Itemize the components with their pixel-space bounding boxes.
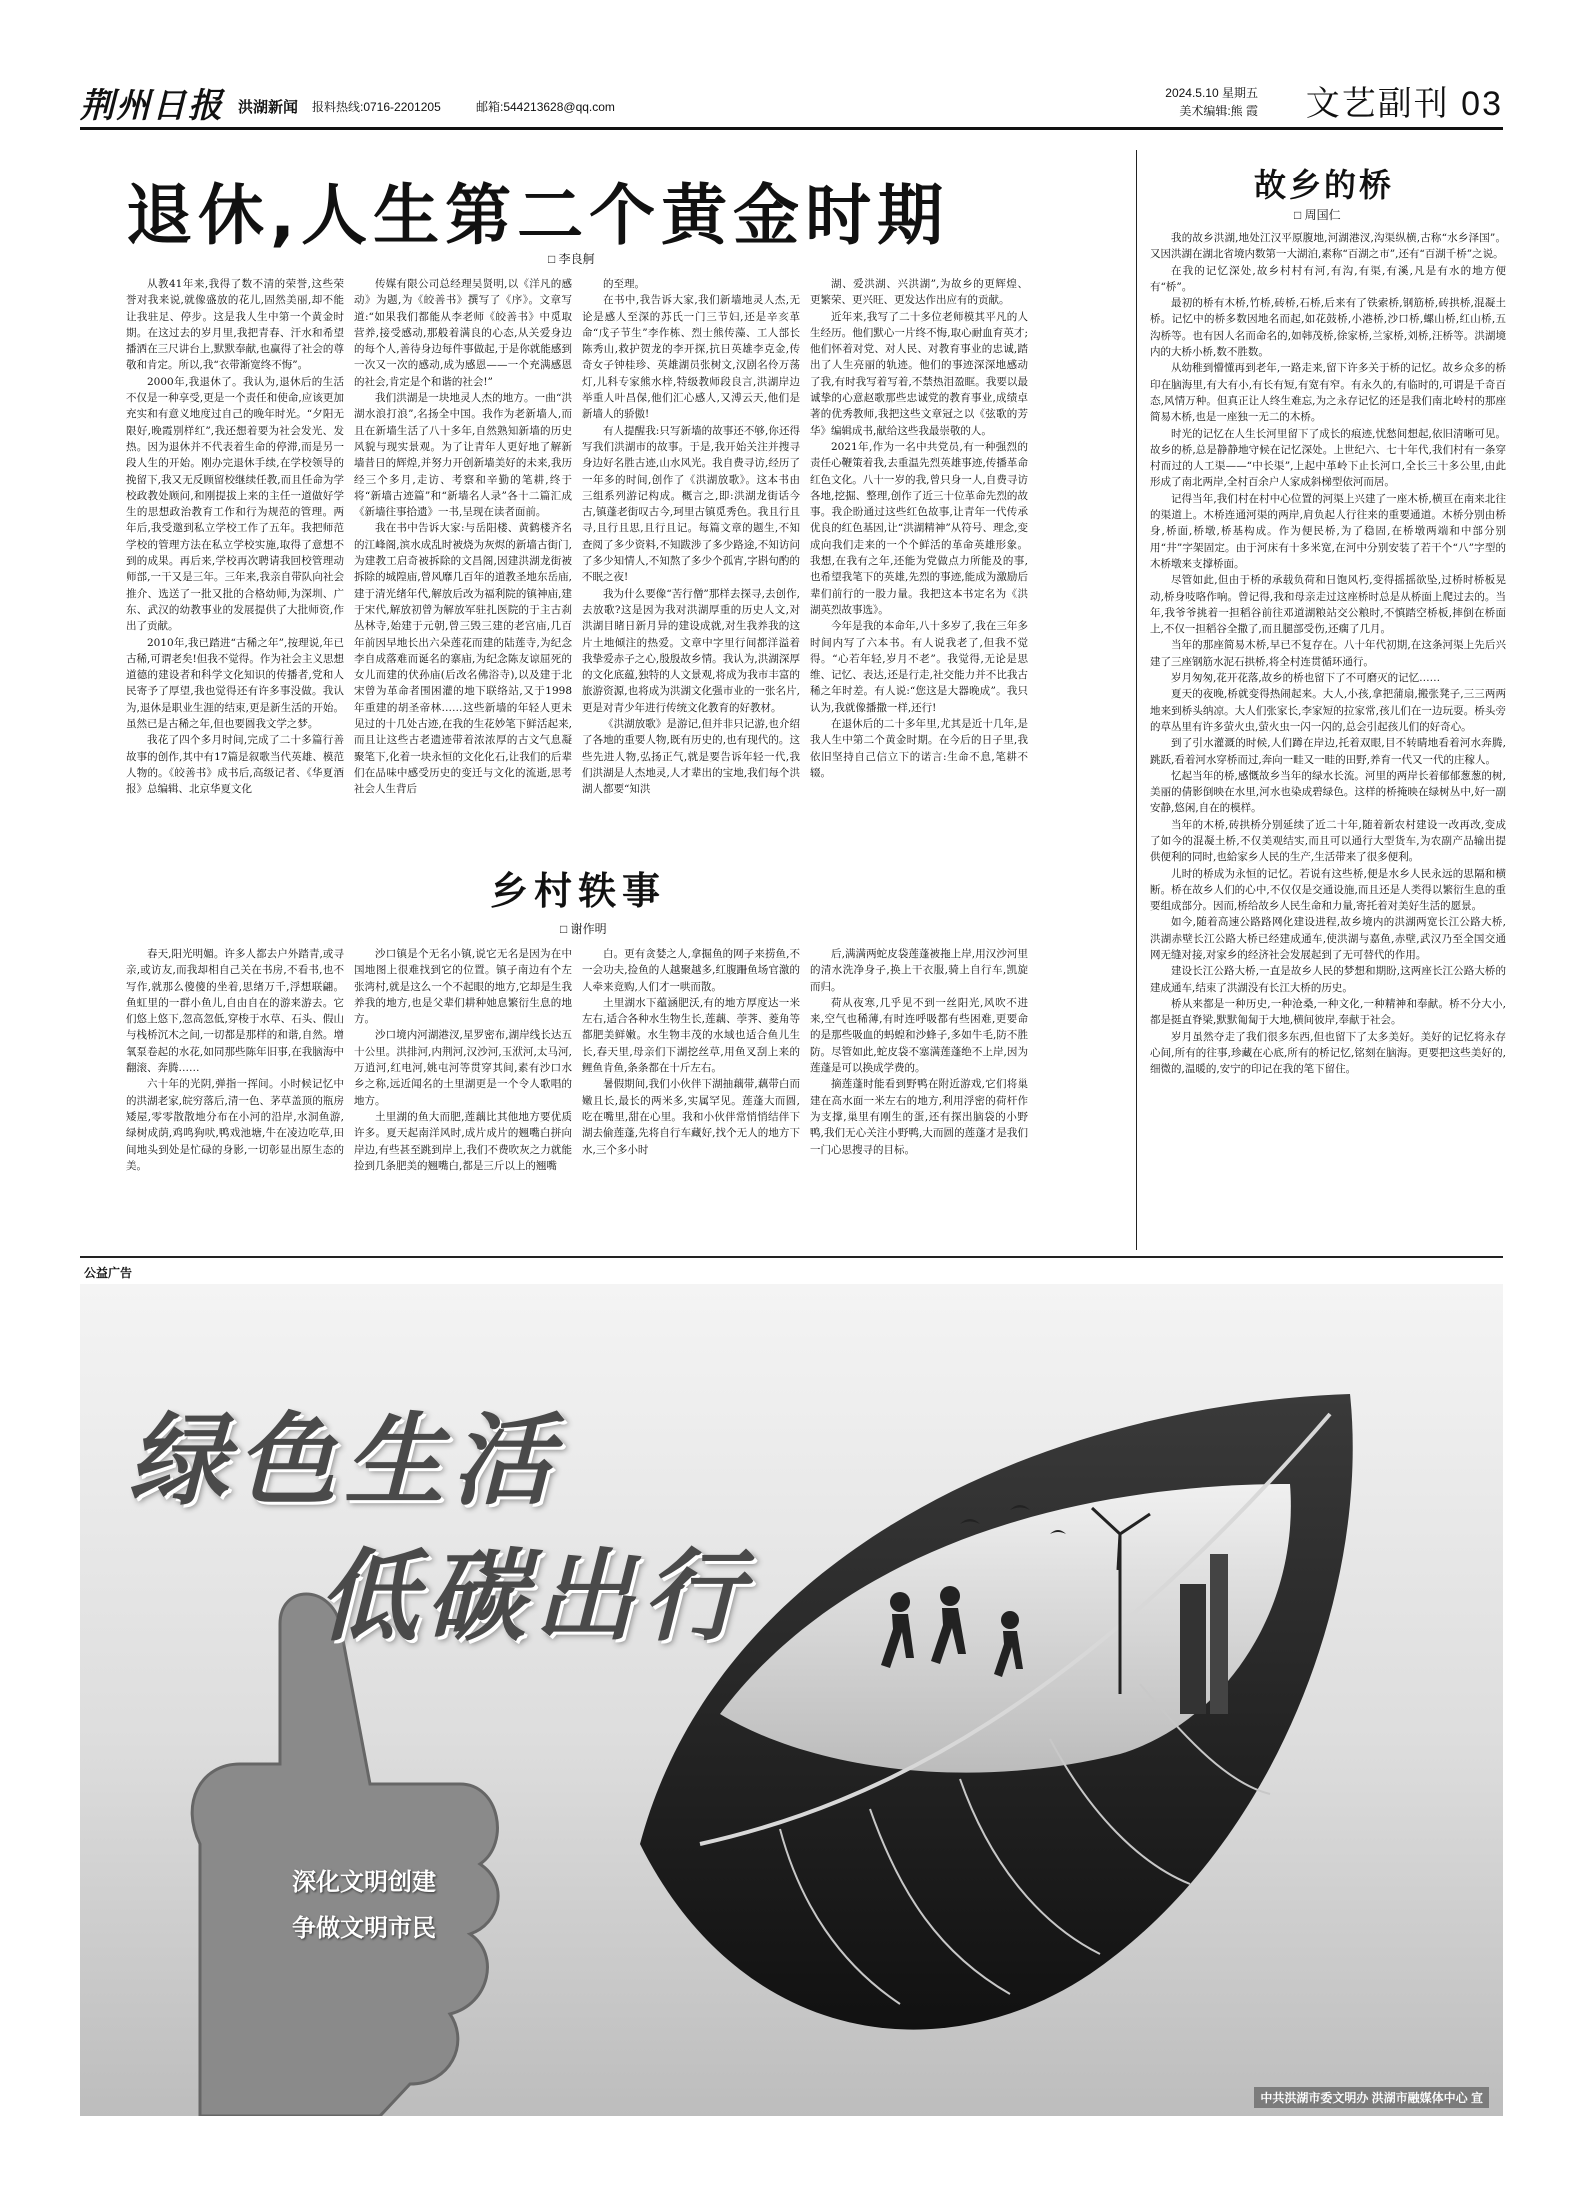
civic-slogan-1: 深化文明创建 [292, 1868, 436, 1896]
article3-title: 乡村轶事 [490, 868, 667, 913]
article3-column-3 [582, 946, 800, 1246]
article3-column-4 [810, 946, 1028, 1246]
paragraph: 沙口镇是个无名小镇,说它无名是因为在中国地图上很难找到它的位置。镇子南边有个左张湾村,就是这么一个不起眼的地方,它却是生我养我的地方,也是父辈们耕种她息繁衍生息的地方。 [354, 948, 572, 1026]
article1-column-4 [810, 276, 1028, 844]
article2-column [1150, 230, 1506, 1242]
paragraph: 岁月匆匆,花开花落,故乡的桥也留下了不可磨灭的记忆…… [1171, 672, 1441, 685]
news-hotline: 报料热线:0716-2201205 [312, 100, 441, 114]
paragraph: 我们洪湖是一块地灵人杰的地方。一曲“洪湖水浪打浪”,名扬全中国。我作为老新墙人,而且在新墙生活了八十多年,自然熟知新墙的历史风貌与现实景观。为了让青年人更好地了解新墙昔日的辉煌,并努力开创新墙美好的未来,我历经三个多月,走访、考察和辛勤的笔耕,终于将“新墙古迹篇”和“新墙名人录”各十二篇汇成《新墙往事拾遗》一书,呈现在读者面前。 [354, 392, 572, 519]
ad-divider [80, 1256, 1503, 1258]
paragraph: 2010年,我已踏进“古稀之年”,按理说,年已古稀,可谓老矣!但我不觉得。作为社会主义思想道德的建设者和科学文化知识的传播者,党和人民寄予了厚望,我也觉得还有许多事没做。我认为,退休是职业生涯的结束,更是新生活的开始。虽然已是古稀之年,但也要圆我文学之梦。 [126, 636, 344, 731]
paragraph: 尽管如此,但由于桥的承载负荷和日饱风朽,变得摇摇欲坠,过桥时桥板晃动,桥身吱咯作响。曾记得,我和母亲走过这座桥时总是从桥面上爬过去的。当年,我爷爷挑着一担稻谷前往邓道湖粮站交公粮时,不慎踏空桥板,摔倒在桥面上,不仅一担稻谷全撒了,而且腿部受伤,还瘸了几月。 [1150, 574, 1506, 636]
paragraph: 我的故乡洪湖,地处江汉平原腹地,河湖港汊,沟渠纵横,古称“水乡泽国”。又因洪湖在湖北省境内数第一大湖泊,素称“百湖之市”,还有“百湖千桥”之说。 [1150, 232, 1506, 261]
paragraph: 摘莲蓬时能看到野鸭在附近游戏,它们将巢建在高水面一米左右的地方,利用浮密的荷杆作为支撑,巢里有刚生的蛋,还有探出脑袋的小野鸭,我们无心关注小野鸭,大而圆的莲蓬才是我们一门心思搜寻的目标。 [810, 1078, 1028, 1156]
ad-sponsor: 中共洪湖市委文明办 洪湖市融媒体中心 宣 [1254, 2087, 1489, 2108]
paragraph: 儿时的桥成为永恒的记忆。若说有这些桥,便是水乡人民永远的思隔和横断。桥在故乡人们的心中,不仅仅是交通设施,而且还是人类得以繁衍生息的重要组成部分。因而,桥给故乡人民生命和力量,寄托着对美好生活的愿景。 [1150, 867, 1506, 913]
paragraph: 建设长江公路大桥,一直是故乡人民的梦想和期盼,这两座长江公路大桥的建成通车,结束了洪湖没有长江大桥的历史。 [1150, 965, 1506, 994]
paragraph: 有人提醒我:只写新墙的故事还不够,你还得写我们洪湖市的故事。于是,我开始关注并搜寻身边好名胜古迹,山水风光。我自费寻访,经历了一年多的时间,创作了《洪湖放歌》。这本书由三组系列游记构成。概言之,即:洪湖龙街话今古,镇蓬老街叹古今,珂里古镇觅秀色。我且行且寻,且行且思,且行且记。每篇文章的题生,不知查阅了多少资料,不知跋涉了多少路途,不知访问了多少知情人,不知熬了多少个孤宵,字斟句酌的不眠之夜! [582, 424, 800, 584]
slogan-low-carbon: 低碳出行 [318, 1538, 750, 1655]
paragraph: 在书中,我告诉大家,我们新墙地灵人杰,无论是感人至深的苏氏一门三节妇,还是辛亥革命“戊子节生”李作栋、烈士熊传藻、工人部长陈秀山,救护贺龙的李开探,抗日英雄李克金,传奇女子钟桂珍、英雄湖员张树文,汉剧名伶万荡灯,儿科专家熊水梓,特级教师段良言,洪湖岸边举重人叶昌保,他们汇心感人,又溥云天,他们是新墙人的骄傲! [582, 294, 800, 421]
paragraph: 我为什么要像“苦行僧”那样去探寻,去创作,去放歌?这是因为我对洪湖厚重的历史人文,对洪湖目睹日新月异的建设成就,对生我养我的这片土地倾注的热爱。文章中字里行间都洋溢着我挚爱赤子之心,殷殷故乡情。我认为,洪湖深厚的文化底蕴,独特的人文景观,将成为我市丰富的旅游资源,也将成为洪湖文化强市业的一张名片,更是对青少年进行传统文化教育的好教材。 [582, 587, 800, 714]
paragraph: 我花了四个多月时间,完成了二十多篇行善故事的创作,其中有17篇是叙歌当代英雄、模范人物的。《皎善书》成书后,高级记者、《华夏酒报》总编辑、北京华夏文化 [126, 734, 344, 796]
paragraph: 忆起当年的桥,感慨故乡当年的绿水长流。河里的两岸长着郁郁葱葱的树,美丽的倩影倒映在水里,河水也染成碧绿色。这样的桥掩映在绿树丛中,好一副安静,悠闲,自在的模样。 [1150, 769, 1506, 815]
slogan-green-life: 绿色生活 [128, 1402, 560, 1519]
paragraph: 后,满满两蛇皮袋莲蓬被拖上岸,用汉沙河里的清水洗净身子,换上干衣服,骑上自行车,凯旋而归。 [810, 948, 1028, 993]
paragraph: 2021年,作为一名中共党员,有一种强烈的责任心鞭策着我,去重温先烈英雄事迹,传播革命红色文化。八十一岁的我,曾只身一人,自费寻访各地,挖掘、整理,创作了近三十位革命先烈的故事。我企盼通过这些红色故事,让青年一代传承优良的红色基因,让“洪湖精神”从符号、理念,变成向我们走来的一个个鲜活的革命英雄形象。我想,在我有之年,还能为党做点力所能及的事,也希望我笔下的英雄,先烈的事迹,能成为激励后辈们前行的一股力量。我把这本书定名为《洪湖英烈故事选》。 [810, 440, 1028, 616]
paragraph: 从教41年来,我得了数不清的荣誉,这些荣誉对我来说,就像盛放的花儿,固然美丽,却不能让我驻足、停步。这是我人生中第一个黄金时期。在这过去的岁月里,我把青春、汗水和希望播洒在三尺讲台上,默默奉献,也赢得了社会的尊敬和肯定。所以,我“衣带渐宽终不悔”。 [126, 278, 344, 372]
paragraph: 夏天的夜晚,桥就变得热闹起来。大人,小孩,拿把蒲扇,搬张凳子,三三两两地来到桥头纳凉。大人们张家长,李家短的拉家常,孩儿们在一边玩耍。桥头旁的草丛里有许多萤火虫,萤火虫一闪一闪的,总会引起孩儿们的好奇心。 [1150, 688, 1506, 733]
column-divider [1136, 150, 1137, 1250]
paragraph: 沙口境内河湖港汊,星罗密布,湖岸线长达五十公里。洪排河,内荆河,汉沙河,玉洑河,太马河,万逍河,红电河,姚屯河等贯穿其间,素有沙口水乡之称,远近闻名的土里湖更是一个令人歌唱的地方。 [354, 1029, 572, 1107]
page-label: 文艺副刊 03 [1305, 85, 1503, 123]
paragraph: 土里湖水下蕴涵肥沃,有的地方厚度达一米左右,适合各种水生物生长,莲藕、荸荠、菱角等都肥美鲜嫩。水生物丰茂的水域也适合鱼儿生长,春天里,母亲们下湖挖丝草,用鱼叉刮上来的鲤鱼肯鱼,条条都在十斤左右。 [582, 996, 800, 1075]
paragraph: 土里湖的鱼大而肥,莲藕比其他地方要优质许多。夏天起南洋风时,成片成片的翘嘴白拼向岸边,有些甚至跳到岸上,我们不费吹灰之力就能捡到几条肥美的翘嘴白,都是三斤以上的翘嘴 [354, 1110, 572, 1172]
paragraph: 我在书中告诉大家:与岳阳楼、黄鹤楼齐名的江峰阁,滨水成乱时被烧为灰烬的新墙古街门,为建教工启奇被拆除的文昌阁,因建洪湖龙街被拆除的城隍庙,曾风靡几百年的道教圣地东岳庙,建于清光绪年代,解放后改为福利院的镇神庙,建于宋代,解放初曾为解放军驻扎医院的于主古刹丛林寺,始建于元朝,曾三毁三建的老宫庙,几百年前因早地长出六朵莲花而建的陆莲寺,为纪念李自成落难而诞名的寨庙,为纪念陈友谅屈死的女儿而建的伏孙庙(后改名佛浴寺),以及建于北宋曾为革命者围困灌的地下联络站,又于1998年重建的胡圣帝林……这些新墙的年轻人更未见过的十几处古迹,在我的生花妙笔下鲜活起来,而且让这些古老遗迹带着浓浓厚的古文气息凝聚笔下,化着一块永恒的文化化石,让我们的后辈们在品味中感受历史的变迁与文化的流逝,思考社会人生背后 [354, 522, 572, 796]
thumbs-up-hand [192, 1594, 498, 2116]
masthead [80, 74, 1503, 130]
article2-title: 故乡的桥 [1254, 166, 1395, 204]
city-building [1210, 1554, 1228, 1714]
paragraph: 当年的木桥,砖拱桥分别延续了近二十年,随着新农村建设一改再改,变成了如今的混凝土桥,不仅美观结实,而且可以通行大型货车,为农副产品输出提供便利的同时,也給家乡人民的生产,生活带来了很多便利。 [1150, 818, 1506, 864]
issue-date-block [1165, 84, 1258, 120]
paragraph: 从幼稚到懵懂再到老年,一路走来,留下许多关于桥的记忆。故乡众多的桥印在脑海里,有大有小,有长有短,有宽有窄。有永久的,有临时的,可谓是千奇百态,风情万种。但真正让人终生难忘,为之永存记忆的还是我们南北岭村的那座简易木桥,也是一座独一无二的木桥。 [1150, 362, 1506, 424]
paragraph: 在退休后的二十多年里,尤其是近十几年,是我人生中第二个黄金时期。在今后的日子里,我依旧坚持自己信立下的诺言:生命不息,笔耕不辍。 [810, 718, 1028, 779]
paragraph: 如今,随着高速公路路网化建设进程,故乡境内的洪湖两宽长江公路大桥,洪湖赤壁长江公路大桥已经建成通车,使洪湖与嘉鱼,赤壁,武汉乃至全国交通网无缝对接,对家乡的经济社会发展起到了无可替代的作用。 [1150, 916, 1506, 962]
paragraph: 岁月虽然夺走了我们很多东西,但也留下了太多美好。美好的记忆将永存心间,所有的往事,珍藏在心底,所有的桥记忆,铭刻在脑海。更要把这些美好的,细微的,温暖的,安宁的印记在我的笔下留住。 [1150, 1030, 1506, 1076]
article1-title: 退休,人生第二个黄金时期 [126, 177, 950, 254]
paragraph: 传媒有限公司总经理吴贤明,以《洋凡的感动》为题,为《皎善书》撰写了《序》。文章写道:“如果我们都能从李老师《皎善书》中觅取营养,接受感动,那般着满良的心态,从关爱身边的每个人,善待身边每件事做起,于是你就能感到一次又一次的感动,成为感恩——一个充满感恩的社会,肯定是个和谐的社会!” [354, 278, 572, 388]
paragraph: 最初的桥有木桥,竹桥,砖桥,石桥,后来有了铁索桥,钢筋桥,砖拱桥,混凝土桥。记忆中的桥多数因地名而起,如花鼓桥,小港桥,沙口桥,螺山桥,红山桥,五沟桥等。也有因人名而命名的,如韩茂桥,徐家桥,兰家桥,刘桥,汪桥等。洪湖境内的大桥小桥,数不胜数。 [1150, 297, 1506, 359]
paragraph: 春天,阳光明媚。许多人都去户外踏青,或寻亲,或访友,而我却相自己关在书房,不看书,也不写作,就那么傻傻的坐着,思绪万千,浮想联翩。鱼虹里的一群小鱼儿,自由自在的游来游去。它们悠上悠下,忽高忽低,穿梭于水草、石头、假山与栈桥沉木之间,一切都是那样的和谐,自然。增氧泵卷起的水花,如同那些陈年旧事,在我脑海中翻滚、奔腾…… [126, 948, 344, 1075]
paragraph: 六十年的光阴,弹指一挥间。小时候记忆中的洪湖老家,皖穷落后,清一色、茅草盖顶的瓶房矮屋,零零散散地分布在小河的沿岸,水洞鱼游,绿树成荫,鸡鸣狗吠,鸭戏池塘,牛在凌边吃草,田间地头到处是忙碌的身影,一切彰显出原生态的美。 [126, 1078, 344, 1172]
ad-label: 公益广告 [84, 1266, 133, 1280]
paragraph: 白。更有贪婪之人,拿掘鱼的网子来捞鱼,不一会功夫,捡鱼的人越聚越多,红腹跚鱼场官激的人牵来竟购,人们才一哄而散。 [582, 948, 800, 993]
paragraph: 暑假期间,我们小伙伴下湖抽藕带,藕带白而嫩且长,最长的两米多,实属罕见。莲蓬大而圆,吃在嘴里,甜在心里。我和小伙伴常悄悄结伴下湖去偷莲蓬,先将自行车藏好,找个无人的地方下水,三个多小时 [582, 1078, 800, 1156]
article3-column-2 [354, 946, 572, 1246]
paragraph: 桥从来都是一种历史,一种沧桑,一种文化,一种精神和奉献。桥不分大小,都是挺直脊梁,默默匍匐于大地,横间彼岸,奉献于社会。 [1150, 997, 1506, 1027]
paragraph: 在我的记忆深处,故乡村村有河,有沟,有渠,有溪,凡是有水的地方便有“桥”。 [1150, 264, 1506, 293]
paragraph: 的至理。 [603, 278, 645, 290]
art-editor: 美术编辑:熊 霞 [1179, 104, 1258, 118]
article1-author: □ 李良舸 [548, 250, 595, 267]
paragraph: 记得当年,我们村在村中心位置的河渠上兴建了一座木桥,横亘在南来北往的渠道上。木桥连通河渠的两岸,肩负起人行往来的重要通道。木桥分别由桥身,桥面,桥墩,桥基构成。作为便民桥,为了稳固,在桥墩两端和中部分别用“井”字架固定。由于河床有十多米宽,在河中分别安装了若干个“八”字型的木桥墩来支撑桥面。 [1150, 492, 1506, 570]
city-building [1180, 1584, 1206, 1714]
paragraph: 《洪湖放歌》是游记,但并非只记游,也介绍了各地的重要人物,既有历史的,也有现代的。这些先进人物,弘扬正气,就是要告诉年轻一代,我们洪湖是人杰地灵,人才辈出的宝地,我们每个洪湖人都要“知洪 [582, 718, 800, 796]
article1-column-2 [354, 276, 572, 844]
paragraph: 当年的那座简易木桥,早已不复存在。八十年代初期,在这条河渠上先后兴建了三座钢筋水泥石拱桥,将全村连贯循环通行。 [1150, 639, 1506, 668]
paragraph: 时光的记忆在人生长河里留下了成长的痕迹,忧愁间想起,依旧清晰可见。故乡的桥,总是静静地守候在记忆深处。上世纪六、七十年代,我们村有一条穿村而过的人工渠——“中长渠”,上起中革岭下止长河口,全长三十多公里,由此形成了南北两岸,全村百余户人家成斜梯型依河而居。 [1150, 427, 1506, 489]
public-service-ad [80, 1284, 1503, 2116]
paragraph: 今年是我的本命年,八十多岁了,我在三年多时间内写了六本书。有人说我老了,但我不觉得。“心若年轻,岁月不老”。我觉得,无论是思维、记忆、表达,还是行走,社交能力并不比我古稀之年时差。有人说:“您这是大器晚成”。我只认为,我就像播撒一样,还行! [810, 620, 1028, 714]
article2-author: □ 周国仁 [1294, 206, 1341, 223]
article1-column-1 [126, 276, 344, 844]
news-email: 邮箱:544213628@qq.com [476, 100, 615, 114]
civic-slogan-2: 争做文明市民 [292, 1914, 436, 1942]
paragraph: 到了引水灌溉的时候,人们蹲在岸边,托着双眼,目不转睛地看着河水奔腾,跳跃,看着河水穿桥而过,奔向一畦又一畦的田野,养育一代又一代的庄稼人。 [1150, 737, 1506, 766]
article3-author: □ 谢作明 [560, 920, 607, 937]
paragraph: 近年来,我写了二十多位老师模其平凡的人生经历。他们默心一片终不悔,取心耐血育英才;他们怀着对党、对人民、对教育事业的忠诚,踏出了人生亮丽的轨迹。他们的事迹深深地感动了我,有时我写着写着,不禁热泪盈眶。我要以最诚挚的心意赵歌那些忠诚党的教育事业,成绩卓著的优秀教师,我把这些文章冠之以《弦歌的芳华》编辑成书,献给这些我最崇敬的人。 [810, 310, 1028, 437]
article3-column-1 [126, 946, 344, 1246]
issue-date: 2024.5.10 星期五 [1165, 86, 1258, 100]
paragraph: 2000年,我退休了。我认为,退休后的生活不仅是一种享受,更是一个责任和使命,应该更加充实和有意义地度过自己的晚年时光。“夕阳无限好,晚霞别样红”,我还想着要为社会发光、发热。因为退休并不代表着生命的停滞,而是另一段人生的开始。刚办完退休手续,在学校领导的挽留下,我又无反顾留校继续任教,而且任命为学校政教处顾问,和刚提拔上来的主任一道做好学生的思想政治教育工作和行为规范的管理。两年后,我受邀到私立学校工作了五年。我把师范学校的管理方法在私立学校实施,取得了意想不到的成果。再后来,学校再次聘请我回校管理动师部,一干又是三年。三年来,我亲自带队向社会推介、选送了一批又批的合格幼师,为深圳、广东、武汉的幼教事业的发展提供了大批师资,作出了贡献。 [126, 375, 344, 633]
section-name: 洪湖新闻 [238, 99, 299, 116]
article1-column-3 [582, 276, 800, 844]
paragraph: 湖、爱洪湖、兴洪湖”,为故乡的更辉煌、更繁荣、更兴旺、更发达作出应有的贡献。 [810, 278, 1028, 307]
newspaper-logo: 荆州日报 [80, 86, 224, 126]
paragraph: 荷从夜寒,几乎见不到一丝阳光,风吹不进来,空气也稀薄,有时连呼吸都有些困难,更要命的是那些吸血的蚂蝗和沙蜂子,多如牛毛,防不胜防。尽管如此,蛇皮袋不塞满莲蓬绝不上岸,因为莲蓬是可以换成学费的。 [810, 996, 1028, 1075]
